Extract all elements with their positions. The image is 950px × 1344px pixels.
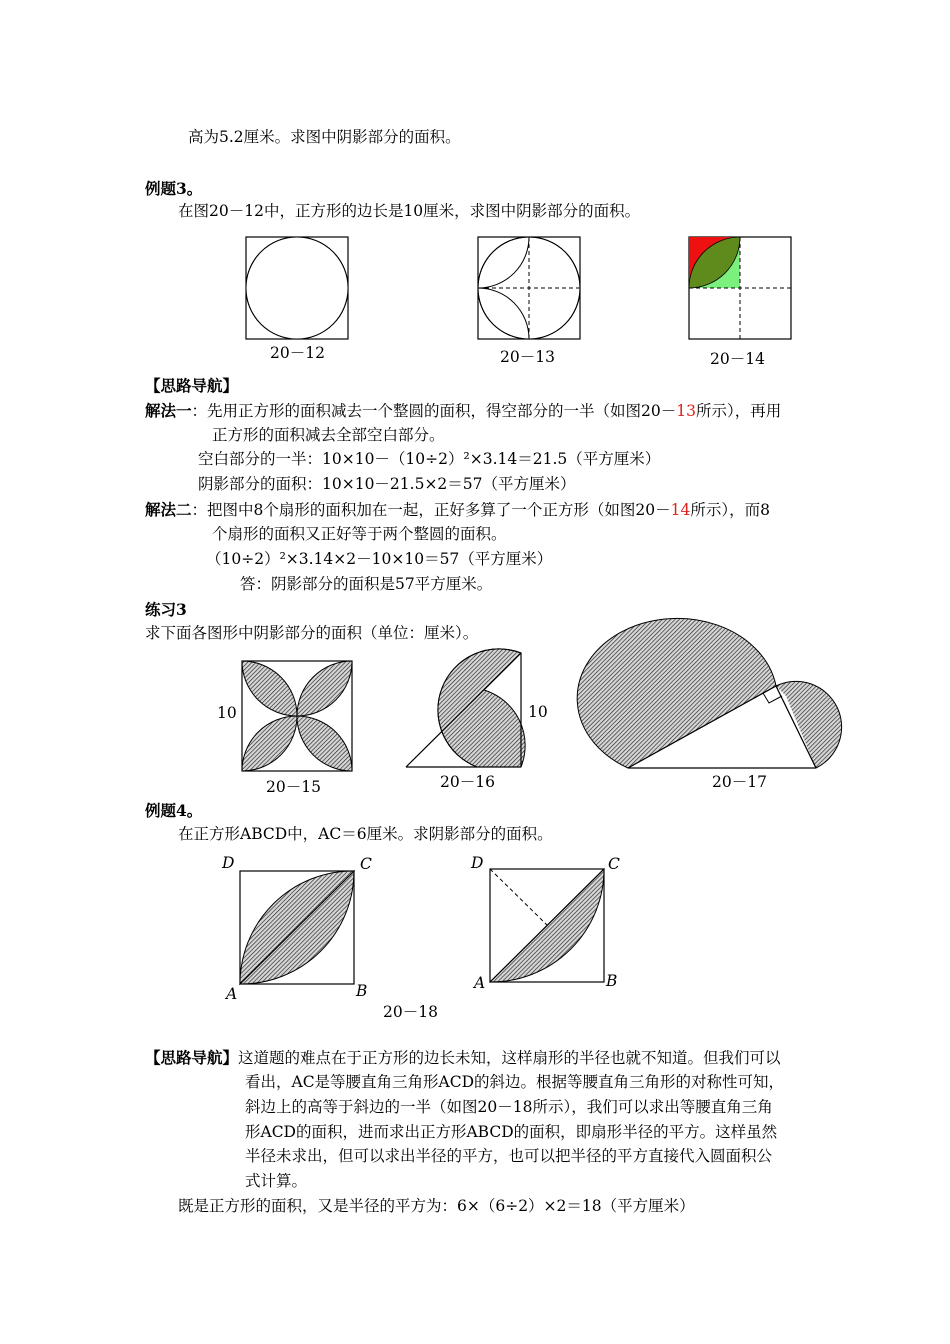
figure-20-14: [688, 236, 792, 340]
guide2-line2: 看出，AC是等腰直角三角形ACD的斜边。根据等腰直角三角形的对称性可知，: [245, 1073, 785, 1091]
practice3-question: 求下面各图形中阴影部分的面积（单位：厘米）。: [145, 624, 479, 642]
guide2-title: 【思路导航】: [145, 1048, 239, 1067]
vertex-C-2: C: [608, 855, 620, 873]
guide2-line1: 【思路导航】这道题的难点在于正方形的边长未知，这样扇形的半径也就不知道。但我们可以: [145, 1048, 781, 1067]
shaded-lens: [438, 649, 525, 767]
guide-title: 【思路导航】: [145, 376, 239, 395]
dim-label-15: 10: [217, 704, 237, 722]
method1-calc2: 阴影部分的面积：10×10－21.5×2＝57（平方厘米）: [198, 475, 576, 493]
guide2-line4: 形ACD的面积，进而求出正方形ABCD的面积，即扇形半径的平方。这样虽然: [245, 1123, 778, 1141]
method2-calc: （10÷2）²×3.14×2－10×10＝57（平方厘米）: [206, 550, 553, 568]
vertex-A-2: A: [474, 974, 486, 992]
guide2-line6: 式计算。: [245, 1172, 308, 1190]
figure-20-15: [241, 660, 353, 772]
method2-label: 解法二: [145, 500, 192, 519]
petal: [297, 661, 352, 716]
vertex-C: C: [360, 855, 372, 873]
method2-answer: 答：阴影部分的面积是57平方厘米。: [240, 575, 493, 593]
figure-20-16: [404, 650, 526, 770]
figure-20-13: [477, 236, 581, 340]
vertex-A: A: [226, 985, 238, 1003]
dim-label-16: 10: [528, 703, 548, 721]
vertex-B: B: [356, 982, 368, 1000]
petal: [242, 716, 297, 771]
guide2-final: 既是正方形的面积，又是半径的平方为：6×（6÷2）×2＝18（平方厘米）: [178, 1197, 695, 1215]
guide2-line3: 斜边上的高等于斜边的一半（如图20－18所示），我们可以求出等腰直角三角: [245, 1098, 773, 1116]
fig-label-20-14: 20－14: [710, 350, 765, 368]
fig-label-20-17: 20－17: [712, 773, 767, 791]
vertex-D: D: [222, 854, 235, 872]
figure-20-18-right: [488, 868, 606, 984]
example4-title: 例题4。: [145, 801, 203, 820]
practice3-title: 练习3: [145, 600, 187, 619]
fig-label-20-15: 20－15: [266, 778, 321, 796]
method1-line1: 解法一：先用正方形的面积减去一个整圆的面积，得空部分的一半（如图20－13所示），再用: [145, 401, 782, 420]
vertex-B-2: B: [606, 972, 618, 990]
method1-calc1: 空白部分的一半：10×10－（10÷2）²×3.14＝21.5（平方厘米）: [198, 450, 661, 468]
method2-line2: 个扇形的面积又正好等于两个整圆的面积。: [212, 525, 507, 543]
fig-label-20-16: 20－16: [440, 773, 495, 791]
fig-label-20-13: 20－13: [500, 348, 555, 366]
example4-question: 在正方形ABCD中，AC＝6厘米。求阴影部分的面积。: [178, 825, 553, 843]
figure-20-17: [616, 644, 842, 772]
fig-label-20-18: 20－18: [383, 1003, 438, 1021]
guide2-line5: 半径未求出，但可以求出半径的平方，也可以把半径的平方直接代入圆面积公: [245, 1147, 773, 1165]
example3-title: 例题3。: [145, 179, 203, 198]
fig-label-20-12: 20－12: [270, 344, 325, 362]
figure-20-12: [245, 236, 349, 340]
petal: [242, 661, 297, 716]
intro-line: 高为5.2厘米。求图中阴影部分的面积。: [188, 128, 461, 146]
method2-line1: 解法二：把图中8个扇形的面积加在一起，正好多算了一个正方形（如图20－14所示），而8: [145, 500, 770, 519]
petal: [297, 716, 352, 771]
vertex-D-2: D: [471, 854, 484, 872]
figure-20-18-left: [238, 870, 356, 986]
method1-line2: 正方形的面积减去全部空白部分。: [212, 426, 445, 444]
method1-label: 解法一: [145, 401, 192, 420]
example3-question: 在图20－12中，正方形的边长是10厘米，求图中阴影部分的面积。: [178, 202, 641, 220]
